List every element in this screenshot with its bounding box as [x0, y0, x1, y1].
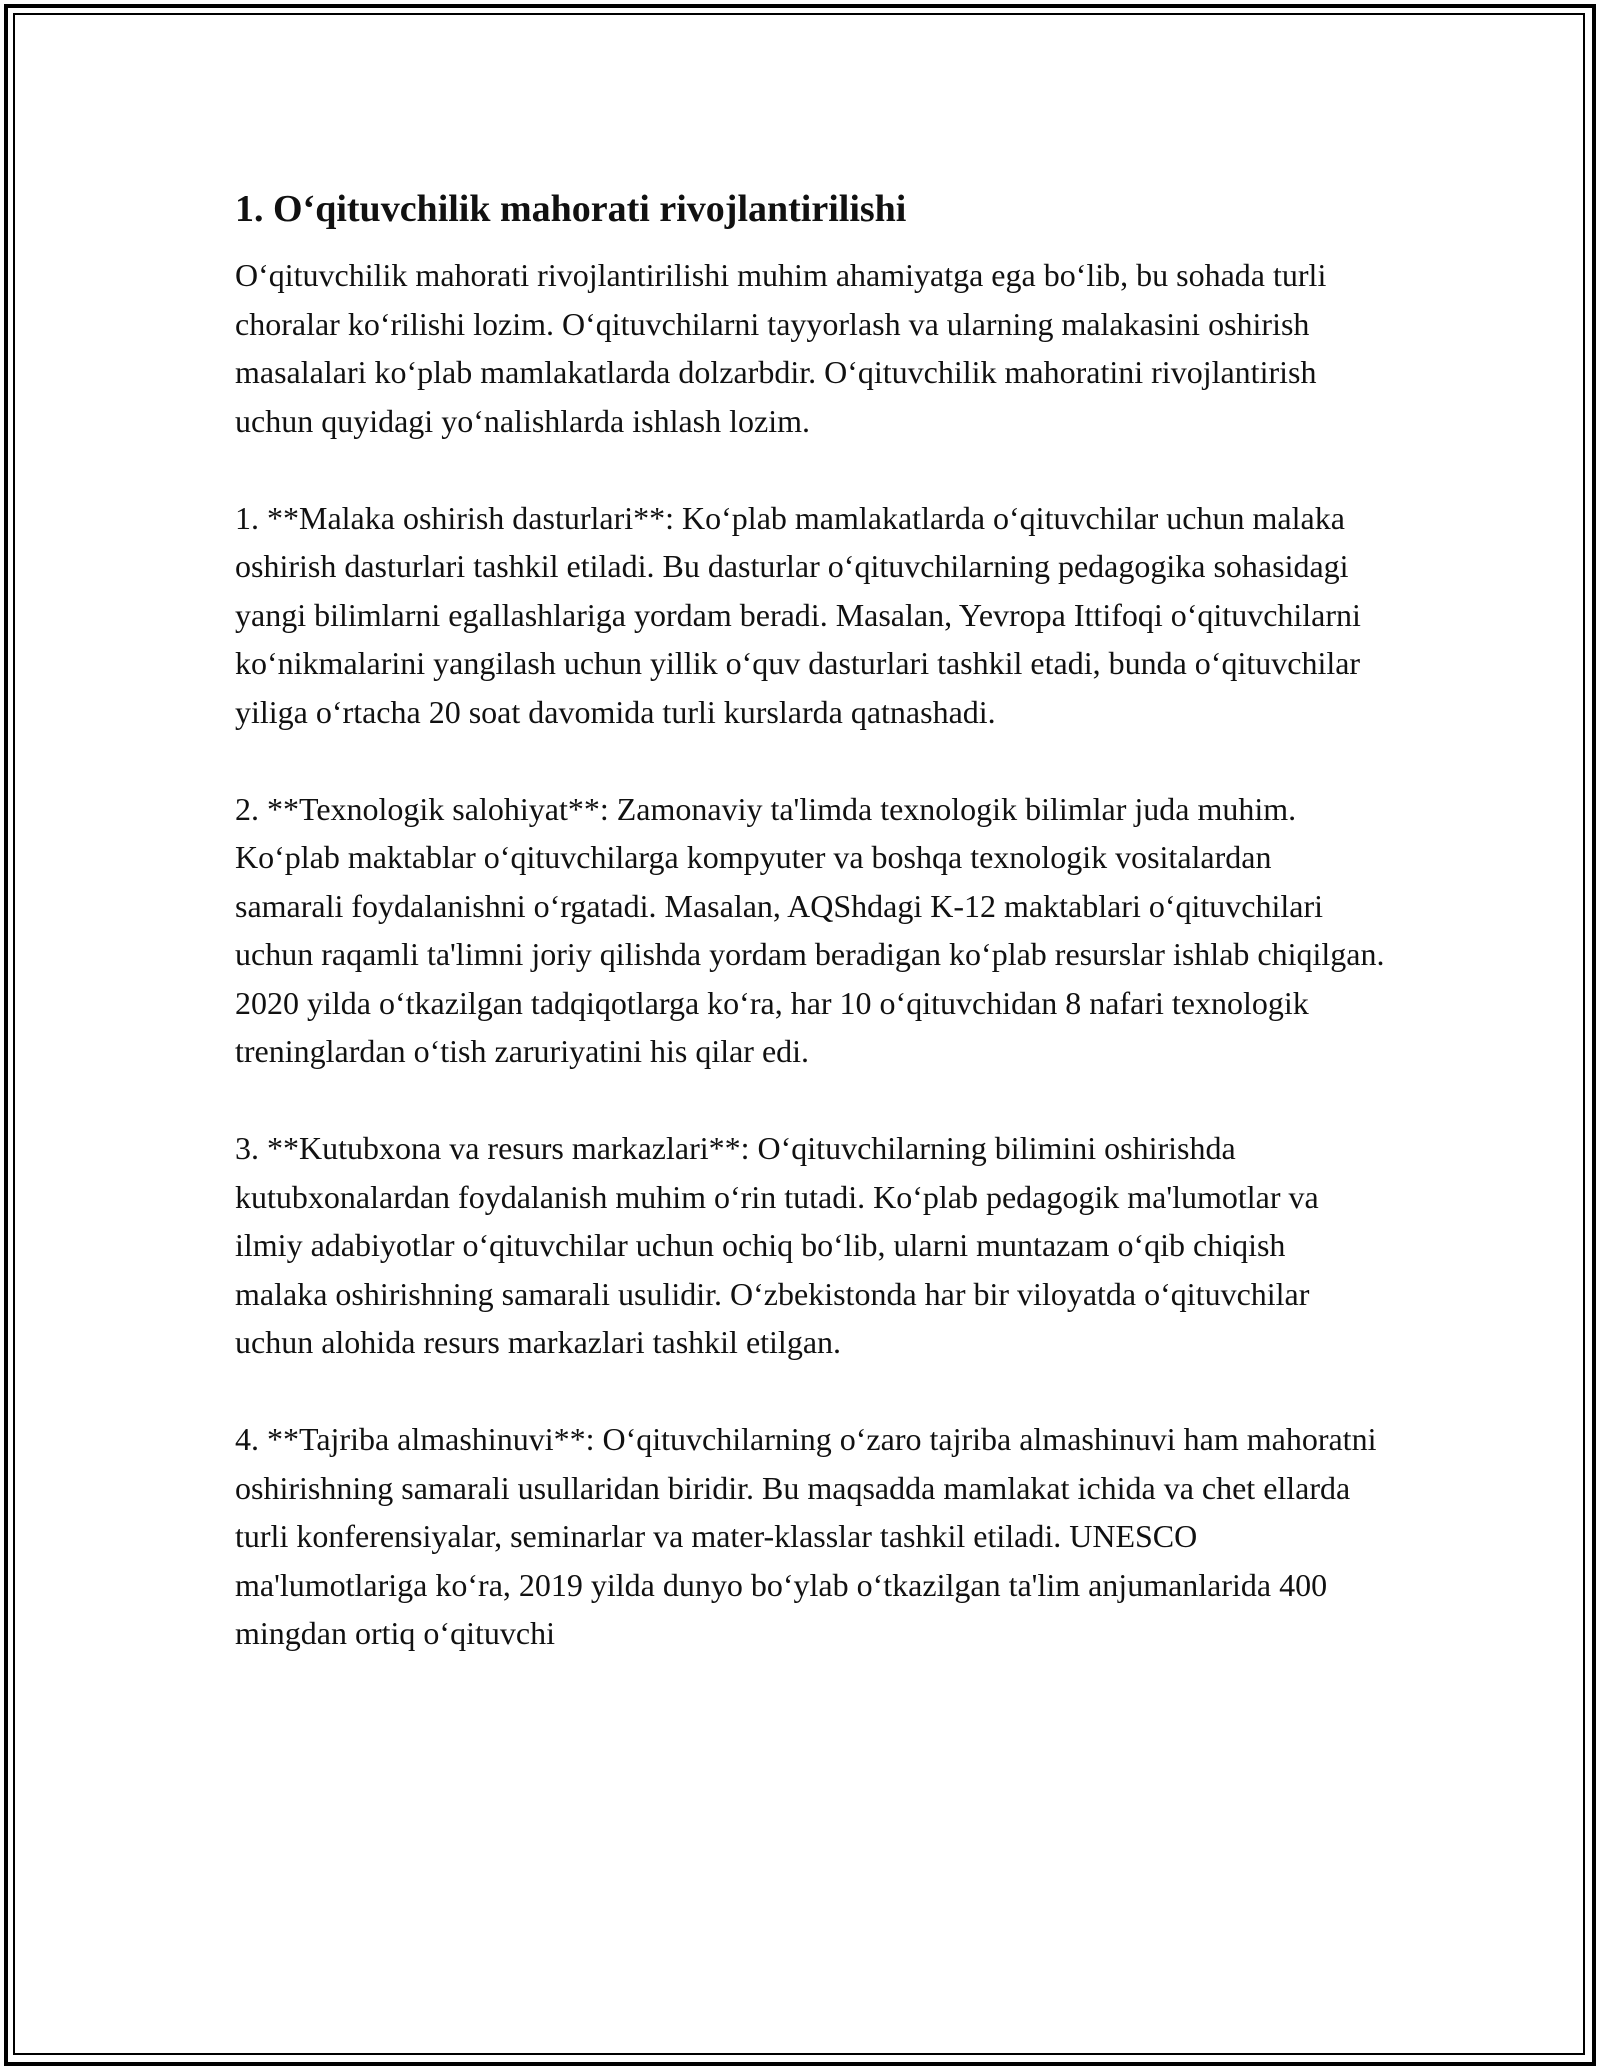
paragraph-training-programs: 1. **Malaka oshirish dasturlari**: Ko‘plab mamlakatlarda o‘qituvchilar uchun malaka oshirish dasturlari tashkil etiladi. Bu dasturlar o‘qituvchilarning pedagogika sohasidagi yangi bilimlarni egallashlariga yordam beradi. Masalan, Yevropa Ittifoqi o‘qituvchilarni ko‘nikmalarini yangilash uchun yillik o‘quv dasturlari tashkil etadi, bunda o‘qituvchilar yiliga o‘rtacha 20 soat davomida turli kurslarda qatnashadi. — [235, 499, 1361, 730]
paragraph-experience-exchange: 4. **Tajriba almashinuvi**: O‘qituvchilarning o‘zaro tajriba almashinuvi ham mahoratni oshirishning samarali usullaridan biridir. Bu maqsadda mamlakat ichida va chet ellarda turli konferensiyalar, seminarlar va mater-klasslar tashkil etiladi. UNESCO ma'lumotlariga ko‘ra, 2019 yilda dunyo bo‘ylab o‘tkazilgan ta'lim anjumanlarida 400 mingdan ortiq o‘qituvchi — [235, 1421, 1377, 1651]
document-body — [235, 185, 1385, 1658]
paragraph-libraries: 3. **Kutubxona va resurs markazlari**: O‘qituvchilarning bilimini oshirishda kutubxonalardan foydalanish muhim o‘rin tutadi. Ko‘plab pedagogik ma'lumotlar va ilmiy adabiyotlar o‘qituvchilar uchun ochiq bo‘lib, ularni muntazam o‘qib chiqish malaka oshirishning samarali usulidir. O‘zbekistonda har bir viloyatda o‘qituvchilar uchun alohida resurs markazlari tashkil etilgan. — [235, 1130, 1319, 1360]
intro-paragraph: O‘qituvchilik mahorati rivojlantirilishi muhim ahamiyatga ega bo‘lib, bu sohada turli choralar ko‘rilishi lozim. O‘qituvchilarni tayyorlash va ularning malakasini oshirish masalalari ko‘plab mamlakatlarda dolzarbdir. O‘qituvchilik mahoratini rivojlantirish uchun quyidagi yo‘nalishlarda ishlash lozim. — [235, 257, 1327, 439]
section-heading: 1. O‘qituvchilik mahorati rivojlantirilishi — [235, 188, 907, 230]
paragraph-technology: 2. **Texnologik salohiyat**: Zamonaviy ta'limda texnologik bilimlar juda muhim. Ko‘plab maktablar o‘qituvchilarga kompyuter va boshqa texnologik vositalardan samarali foydalanishni o‘rgatadi. Masalan, AQShdagi K-12 maktablari o‘qituvchilari uchun raqamli ta'limni joriy qilishda yordam beradigan ko‘plab resurslar ishlab chiqilgan. 2020 yilda o‘tkazilgan tadqiqotlarga ko‘ra, har 10 o‘qituvchidan 8 nafari texnologik treninglardan o‘tish zaruriyatini his qilar edi. — [235, 790, 1385, 1069]
